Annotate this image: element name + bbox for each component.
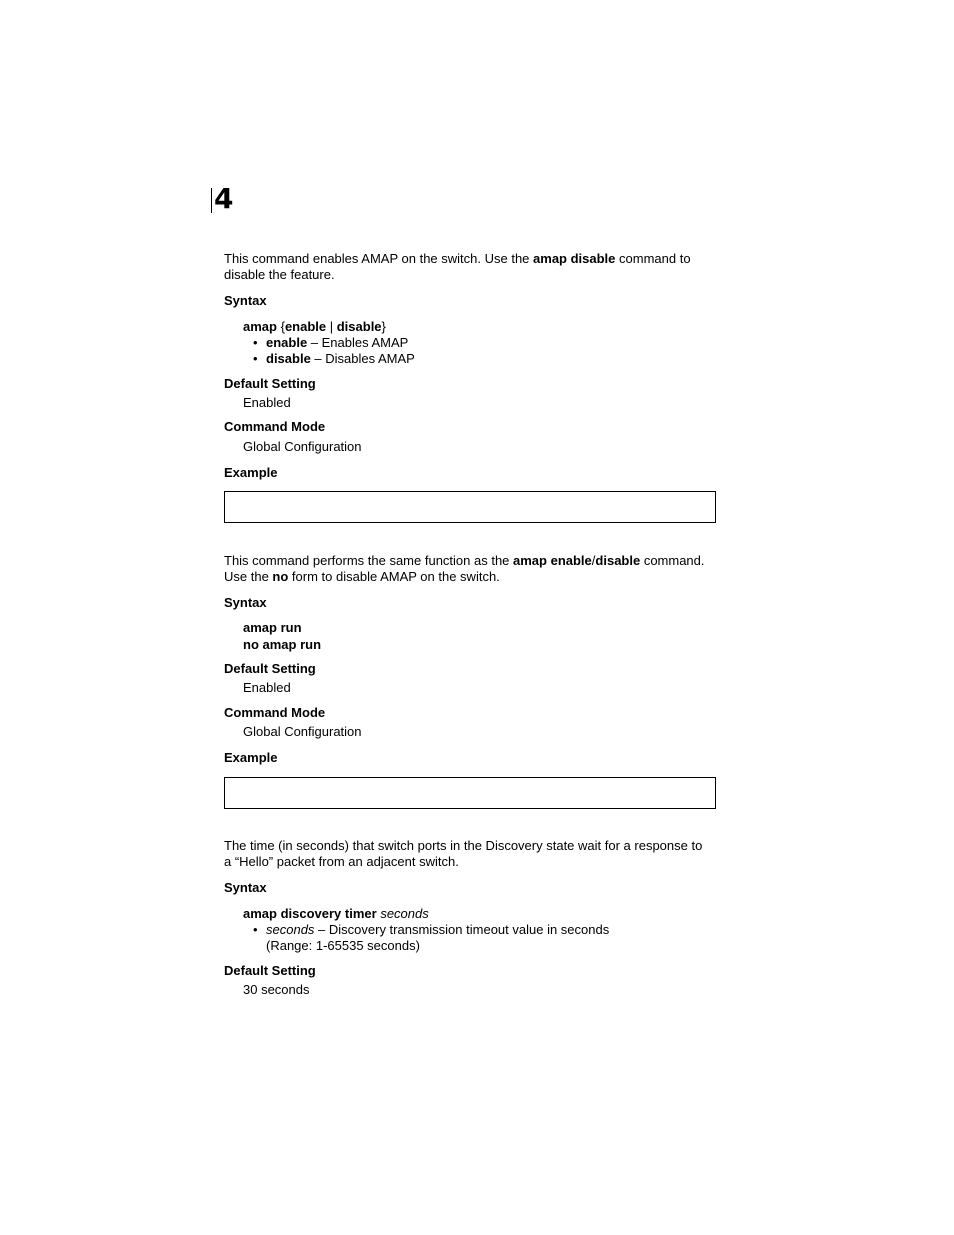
section3-syntax-heading: Syntax — [224, 880, 267, 895]
section2-example-box — [224, 777, 716, 809]
section2-default-value: Enabled — [243, 680, 291, 695]
section2-default-heading: Default Setting — [224, 661, 316, 676]
section3-intro-line2: a “Hello” packet from an adjacent switch. — [224, 854, 459, 869]
section2-syntax-command1: amap run — [243, 620, 302, 635]
bullet-icon: • — [253, 922, 258, 937]
section1-syntax-command: amap {enable | disable} — [243, 319, 386, 334]
section2-mode-value: Global Configuration — [243, 724, 362, 739]
section1-default-heading: Default Setting — [224, 376, 316, 391]
section3-bullet-range: (Range: 1-65535 seconds) — [266, 938, 420, 953]
section2-syntax-heading: Syntax — [224, 595, 267, 610]
section3-bullet-seconds: seconds – Discovery transmission timeout value in seconds — [266, 922, 610, 937]
section3-intro-line1: The time (in seconds) that switch ports in the Discovery state wait for a response to — [224, 838, 703, 853]
chapter-number-marker — [211, 182, 239, 215]
section1-example-heading: Example — [224, 465, 278, 480]
bullet-icon: • — [253, 335, 258, 350]
section1-mode-value: Global Configuration — [243, 439, 362, 454]
chapter-number: 4 — [214, 182, 234, 215]
section2-syntax-command2: no amap run — [243, 637, 322, 652]
section3-default-value: 30 seconds — [243, 982, 310, 997]
section1-mode-heading: Command Mode — [224, 419, 326, 434]
section2-example-heading: Example — [224, 750, 278, 765]
section3-default-heading: Default Setting — [224, 963, 316, 978]
section1-bullet-enable: enable – Enables AMAP — [266, 335, 409, 350]
section3-syntax-command: amap discovery timer seconds — [243, 906, 429, 921]
section1-intro-line2: disable the feature. — [224, 267, 335, 282]
section1-intro-line1: This command enables AMAP on the switch. Use the amap disable command to — [224, 251, 691, 266]
section1-default-value: Enabled — [243, 395, 291, 410]
section2-intro-line2: Use the no form to disable AMAP on the switch. — [224, 569, 500, 584]
section1-syntax-heading: Syntax — [224, 293, 267, 308]
section2-intro-line1: This command performs the same function as the amap enable/disable command. — [224, 553, 705, 568]
chapter-marker-bar — [211, 188, 212, 213]
section1-example-box — [224, 491, 716, 523]
bullet-icon: • — [253, 351, 258, 366]
section1-bullet-disable: disable – Disables AMAP — [266, 351, 415, 366]
section2-mode-heading: Command Mode — [224, 705, 326, 720]
